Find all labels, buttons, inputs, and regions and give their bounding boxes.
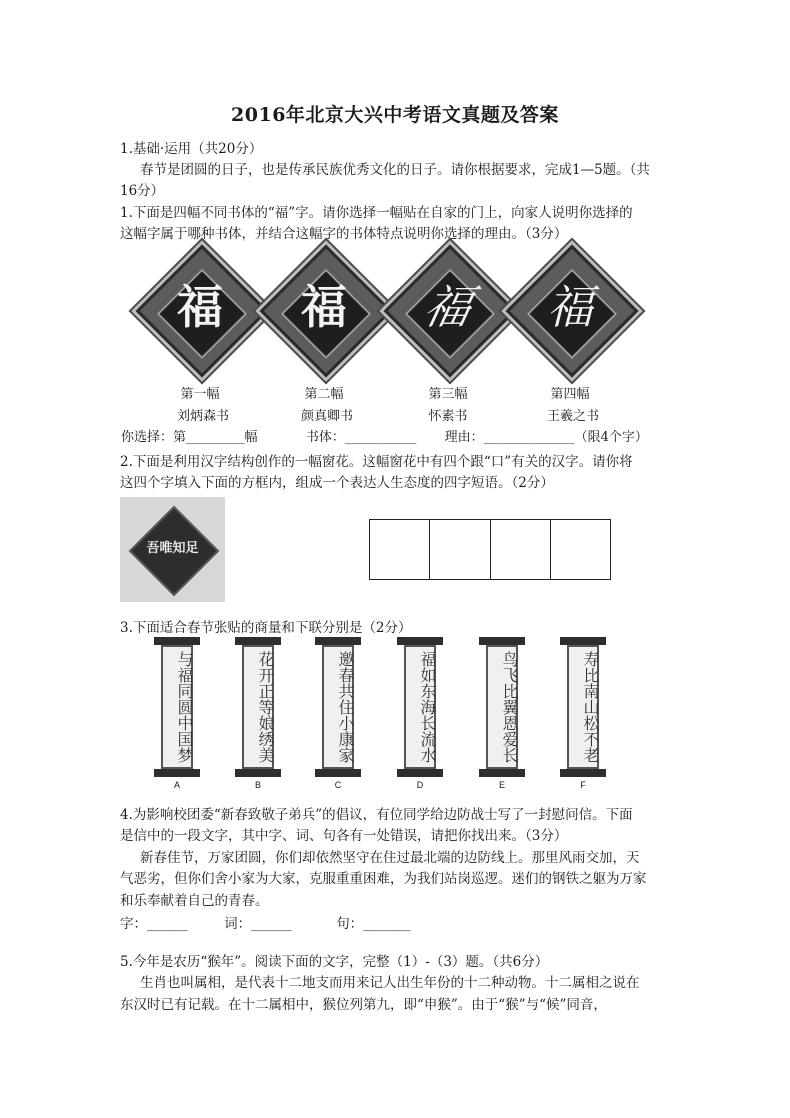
scroll-f-label: F	[580, 780, 586, 790]
scroll-d-text: 福如东海长流水	[418, 651, 437, 763]
answer-box-4[interactable]	[551, 520, 610, 579]
fu-label-1: 第一幅	[180, 387, 220, 402]
question-4-line-2: 是信中的一段文字，其中字、词、句各有一处错误，请把你找出来。（3分）	[120, 828, 568, 844]
fu-author-3: 怀素书	[428, 409, 468, 424]
style-blank[interactable]: ___________	[344, 430, 417, 445]
question-4-passage-3: 和乐奉献着自己的青春。	[120, 893, 269, 909]
reason-limit: （限4个字）	[574, 430, 648, 445]
window-flower-image	[120, 497, 225, 602]
fu-panel-4	[508, 247, 632, 371]
reason-label: 理由：	[444, 430, 484, 445]
question-4-answer-line	[120, 912, 410, 932]
fu-author-4: 王羲之书	[546, 409, 599, 424]
question-1-answer-line	[121, 426, 648, 445]
choose-unit: 幅	[244, 430, 258, 445]
question-1-line-1: 1.下面是四幅不同书体的“福”字。请你选择一幅贴在自家的门上，向家人说明你选择的	[120, 205, 633, 221]
scroll-b	[238, 637, 278, 790]
scroll-e-text: 鸟飞比翼恩爱长	[500, 651, 519, 763]
question-4-line-1: 4.为影响校团委“新春致敬子弟兵”的倡议，有位同学给边防战士写了一封慰问信。下面	[120, 807, 633, 823]
page-title: 2016年北京大兴中考语文真题及答案	[231, 104, 559, 126]
scroll-e	[482, 637, 522, 790]
choose-label: 你选择：第	[121, 430, 187, 445]
fu-char-3: 福	[419, 280, 477, 334]
answer-box-3[interactable]	[491, 520, 551, 579]
scroll-c-label: C	[334, 780, 342, 790]
fu-label-2: 第二幅	[304, 387, 344, 402]
window-flower-text: 吾唯知足	[146, 541, 199, 556]
scroll-b-label: B	[254, 780, 261, 790]
scroll-e-label: E	[498, 780, 505, 790]
question-1-line-2: 这幅字属于哪种书体，并结合这幅字的书体特点说明你选择的理由。（3分）	[120, 226, 568, 242]
question-3: 3.下面适合春节张贴的商量和下联分别是（2分）	[120, 620, 412, 636]
fu-char-2: 福	[301, 280, 347, 334]
ci-blank[interactable]: ______	[251, 916, 292, 932]
answer-box-1[interactable]	[370, 520, 430, 579]
scroll-f	[563, 637, 603, 790]
style-label: 书体：	[305, 430, 345, 445]
fu-author-2: 颜真卿书	[300, 409, 353, 424]
question-5-passage-2: 东汉时已有记载。在十二属相中，猴位列第九，即“申猴”。由于“猴”与“候”同音，	[120, 997, 607, 1013]
question-2-line-2: 这四个字填入下面的方框内，组成一个表达人生态度的四字短语。（2分）	[120, 475, 554, 491]
scroll-a-label: A	[173, 780, 180, 790]
zi-blank[interactable]: ______	[147, 916, 188, 932]
question-5-line-1: 5.今年是农历“猴年”。阅读下面的文字，完整（1）-（3）题。（共6分）	[120, 954, 549, 970]
question-4-passage-1: 新春佳节，万家团圆，你们却依然坚守在住过最北端的边防线上。那里风雨交加，天	[140, 850, 640, 866]
scroll-d	[400, 637, 440, 790]
intro-line-1: 春节是团圆的日子，也是传承民族优秀文化的日子。请你根据要求，完成1—5题。（共	[140, 162, 650, 178]
question-4-passage-2: 气恶劣，但你们舍小家为大家，克服重重困难，为我们站岗巡逻。迷们的钢铁之躯为万家	[120, 871, 647, 887]
zi-label: 字：	[120, 916, 147, 932]
ju-label: 句：	[336, 916, 364, 932]
scroll-a-text: 与福同圆中国梦	[175, 651, 194, 763]
fu-char-1: 福	[177, 280, 223, 334]
fu-panel-1	[138, 247, 262, 371]
fu-author-1: 刘炳森书	[176, 409, 229, 424]
answer-boxes	[369, 519, 611, 580]
fu-label-3: 第三幅	[428, 387, 468, 402]
section-heading: 1.基础·运用（共20分）	[120, 141, 263, 157]
scroll-c	[318, 637, 358, 790]
ju-blank[interactable]: _______	[363, 916, 411, 932]
ci-label: 词：	[224, 916, 252, 932]
scroll-a	[157, 637, 197, 790]
choose-blank[interactable]: _________	[186, 430, 245, 445]
fu-char-4: 福	[547, 280, 593, 334]
question-2-line-1: 2.下面是利用汉字结构创作的一幅窗花。这幅窗花中有四个跟“口”有关的汉字。请你将	[120, 454, 633, 470]
reason-blank[interactable]: ______________	[483, 430, 575, 445]
scroll-d-label: D	[416, 780, 424, 790]
intro-line-2: 16分）	[120, 183, 165, 199]
fu-panel-3	[386, 247, 510, 371]
fu-panel-2	[262, 247, 386, 371]
question-5-passage-1: 生肖也叫属相，是代表十二地支而用来记人出生年份的十二种动物。十二属相之说在	[140, 975, 640, 991]
scroll-c-text: 邀春共住小康家	[336, 651, 355, 763]
fu-label-4: 第四幅	[550, 387, 590, 402]
scroll-b-text: 花开正等娘绣美	[256, 651, 275, 763]
scroll-f-text: 寿比南山松不老	[581, 651, 600, 763]
answer-box-2[interactable]	[430, 520, 490, 579]
